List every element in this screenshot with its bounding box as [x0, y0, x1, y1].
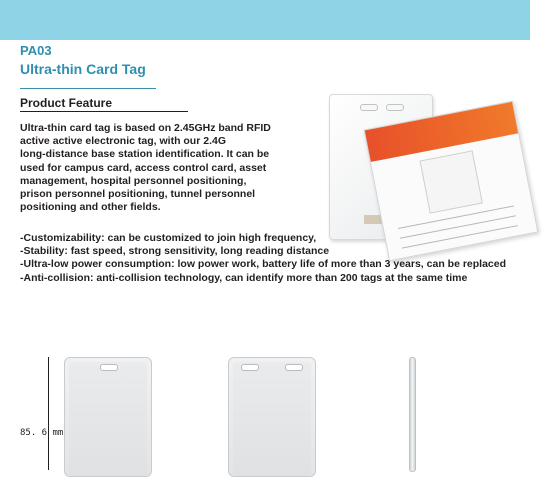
tag-side-view: [409, 357, 416, 472]
feature-item: -Anti-collision: anti-collision technology, can identify more than 200 tags at the same time: [20, 271, 468, 284]
description-line: prison personnel positioning, tunnel personnel: [20, 188, 256, 201]
description-line: used for campus card, access control card, asset: [20, 161, 267, 174]
tag-back-view: [228, 357, 316, 477]
height-dimension-line: [48, 357, 49, 470]
feature-item: -Customizability: can be customized to join high frequency,: [20, 232, 317, 244]
product-title: Ultra-thin Card Tag: [20, 61, 146, 77]
tag-slot: [241, 364, 259, 371]
feature-item: -Ultra-low power consumption: low power work, battery life of more than 3 years, can be replaced: [20, 258, 507, 271]
section-divider: [20, 111, 188, 112]
card-field-line: [402, 225, 518, 248]
tag-face-surface: [233, 362, 311, 476]
model-number: PA03: [20, 43, 52, 58]
card-field-line: [400, 215, 516, 238]
description-line: positioning and other fields.: [20, 201, 161, 214]
product-description: [20, 122, 282, 214]
feature-item: -Stability: fast speed, strong sensitivity, long reading distance: [20, 245, 330, 258]
description-line: long-distance base station identification. It can be: [20, 148, 270, 161]
card-field-line: [398, 205, 514, 228]
tag-front-view: [64, 357, 152, 477]
id-card-image: [364, 101, 539, 262]
header-bar: [0, 0, 530, 40]
description-line: active active electronic tag, with our 2.4G: [20, 135, 226, 148]
tag-face-surface: [69, 362, 147, 476]
section-heading: Product Feature: [20, 96, 113, 110]
product-photo: [315, 88, 530, 248]
tag-slot: [285, 364, 303, 371]
tag-slot: [100, 364, 118, 371]
card-slot: [386, 104, 404, 111]
height-dimension-label: 85. 6 mm: [20, 428, 64, 438]
description-line: management, hospital personnel positioning,: [20, 174, 247, 187]
card-photo-area: [420, 150, 483, 213]
card-slot: [360, 104, 378, 111]
description-line: Ultra-thin card tag is based on 2.45GHz band RFID: [20, 122, 271, 134]
title-divider: [20, 88, 156, 89]
